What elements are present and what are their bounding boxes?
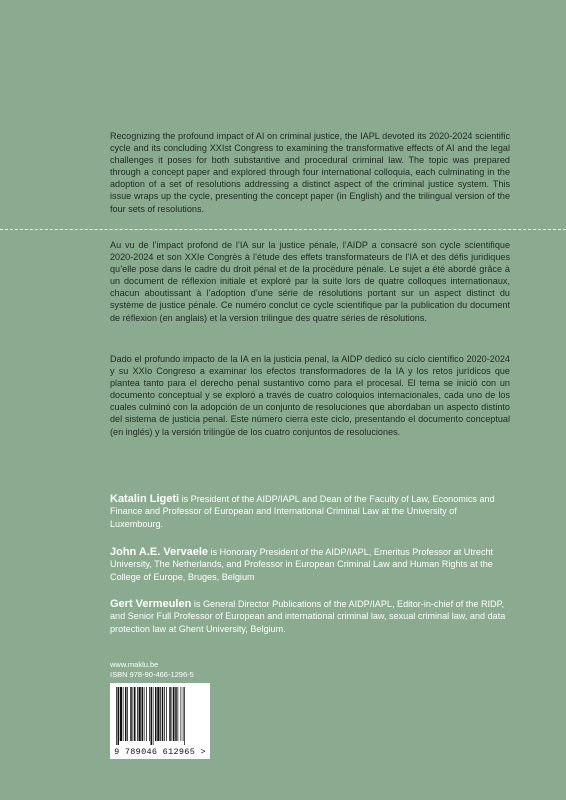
barcode-bar [183, 687, 184, 741]
dashed-divider [0, 229, 566, 230]
barcode-bar [155, 687, 157, 741]
author-bio-text: is General Director Publications of the AIDP/IAPL, Editor-in-chief of the RIDP, and Senior Full Professor of European and international criminal law, sexual criminal law, and data protection law at Ghent University, Belgium. [110, 599, 506, 634]
barcode-bar [169, 687, 171, 741]
author-name: John A.E. Vervaele [110, 546, 209, 558]
isbn-label: ISBN 978-90-466-1296-5 [110, 670, 194, 679]
barcode-bar [118, 687, 120, 745]
barcode-bar [151, 687, 153, 745]
barcode-bar [130, 687, 132, 741]
barcode-bar [164, 687, 165, 741]
barcode-bar [184, 687, 185, 745]
barcode-bar [137, 687, 138, 741]
barcode-bar [127, 687, 128, 741]
barcode-bar [173, 687, 175, 741]
blurb-french: Au vu de l’impact profond de l’IA sur la justice pénale, l’AIDP a consacré son cycle scientifique 2020-2024 et son XXIe Congrès à l’étude des effets transformateurs de l’IA et des défis juridiques qu’elle pose dans le cadre du droit pénal et de la procédure pénale. Le sujet a été abordé grâce à un document de réflexion initiale et exploré par la suite lors de quatre colloques internationaux, chacun aboutissant à l’adoption d’une série de résolutions portant sur un aspect distinct du système de justice pénale. Ce numéro conclut ce cycle scientifique par la publication du document de réflexion (en anglais) et la version trilingue des quatre séries de résolutions. [110, 240, 510, 323]
barcode-bar [139, 687, 141, 741]
barcode-bar [178, 687, 179, 741]
blurb-spanish: Dado el profundo impacto de la IA en la justicia penal, la AIDP dedicó su ciclo científico 2020-2024 y su XXIo Congreso a examinar los efectos transformadores de la IA y los retos jurídicos que plantea tanto para el derecho penal sustantivo como para el procesal. El tema se inició con un documento conceptual y se exploró a través de cuatro coloquios internacionales, cada uno de los cuales culminó con la adopción de un conjunto de resoluciones que abordaban un aspecto distinto del sistema de justicia penal. Este número cierra este ciclo, presentando el documento conceptual (en inglés) y la versión trilingüe de los cuatro conjuntos de resoluciones. [110, 354, 510, 437]
publisher-website: www.maklu.be [110, 660, 159, 669]
author-bio-text: is President of the AIDP/IAPL and Dean of the Faculty of Law, Economics and Finance and Professor of European and International Criminal Law at the University of Luxembourg. [110, 494, 495, 529]
barcode-bar [162, 687, 164, 741]
barcode-bars [114, 687, 206, 745]
barcode-bar [144, 687, 145, 741]
author-bio-vermeulen [110, 598, 510, 635]
blurb-english: Recognizing the profound impact of AI on criminal justice, the IAPL devoted its 2020-2024 scientific cycle and its concluding XXIst Congress to examining the transformative effects of AI and the legal challenges it poses for both substantive and procedural criminal law. The topic was prepared through a concept paper and explored through four international colloquia, each culminating in the adoption of a set of resolutions addressing a distinct aspect of the criminal justice system. This issue wraps up the cycle, presenting the concept paper (in English) and the trilingual version of the four sets of resolutions. [110, 131, 510, 214]
barcode-bar [123, 687, 124, 741]
isbn-barcode [110, 683, 210, 759]
barcode-bar [146, 687, 147, 741]
barcode-bar [134, 687, 136, 741]
barcode-bar [175, 687, 177, 741]
author-bio-vervaele [110, 546, 510, 583]
author-name: Katalin Ligeti [110, 493, 180, 505]
barcode-bar [172, 687, 173, 741]
author-bio-ligeti [110, 493, 510, 530]
barcode-digits: 9 789046 612965 > [114, 747, 206, 757]
author-bio-text: is Honorary President of the AIDP/IAPL, Emeritus Professor at Utrecht University, The Netherlands, and Professor in European Criminal Law and Human Rights at the College of Europe, Bruges, Belgium [110, 547, 494, 582]
barcode-bar [116, 687, 117, 745]
barcode-bar [125, 687, 127, 741]
barcode-bar [157, 687, 159, 741]
publisher-imprint [110, 660, 194, 680]
barcode-bar [181, 687, 182, 741]
barcode-bar [166, 687, 167, 741]
author-name: Gert Vermeulen [110, 598, 192, 610]
barcode-bar [142, 687, 144, 741]
barcode-bar [160, 687, 161, 741]
barcode-bar [149, 687, 150, 741]
barcode-bar [120, 687, 122, 741]
barcode-bar [133, 687, 134, 741]
barcode-bar [153, 687, 154, 745]
